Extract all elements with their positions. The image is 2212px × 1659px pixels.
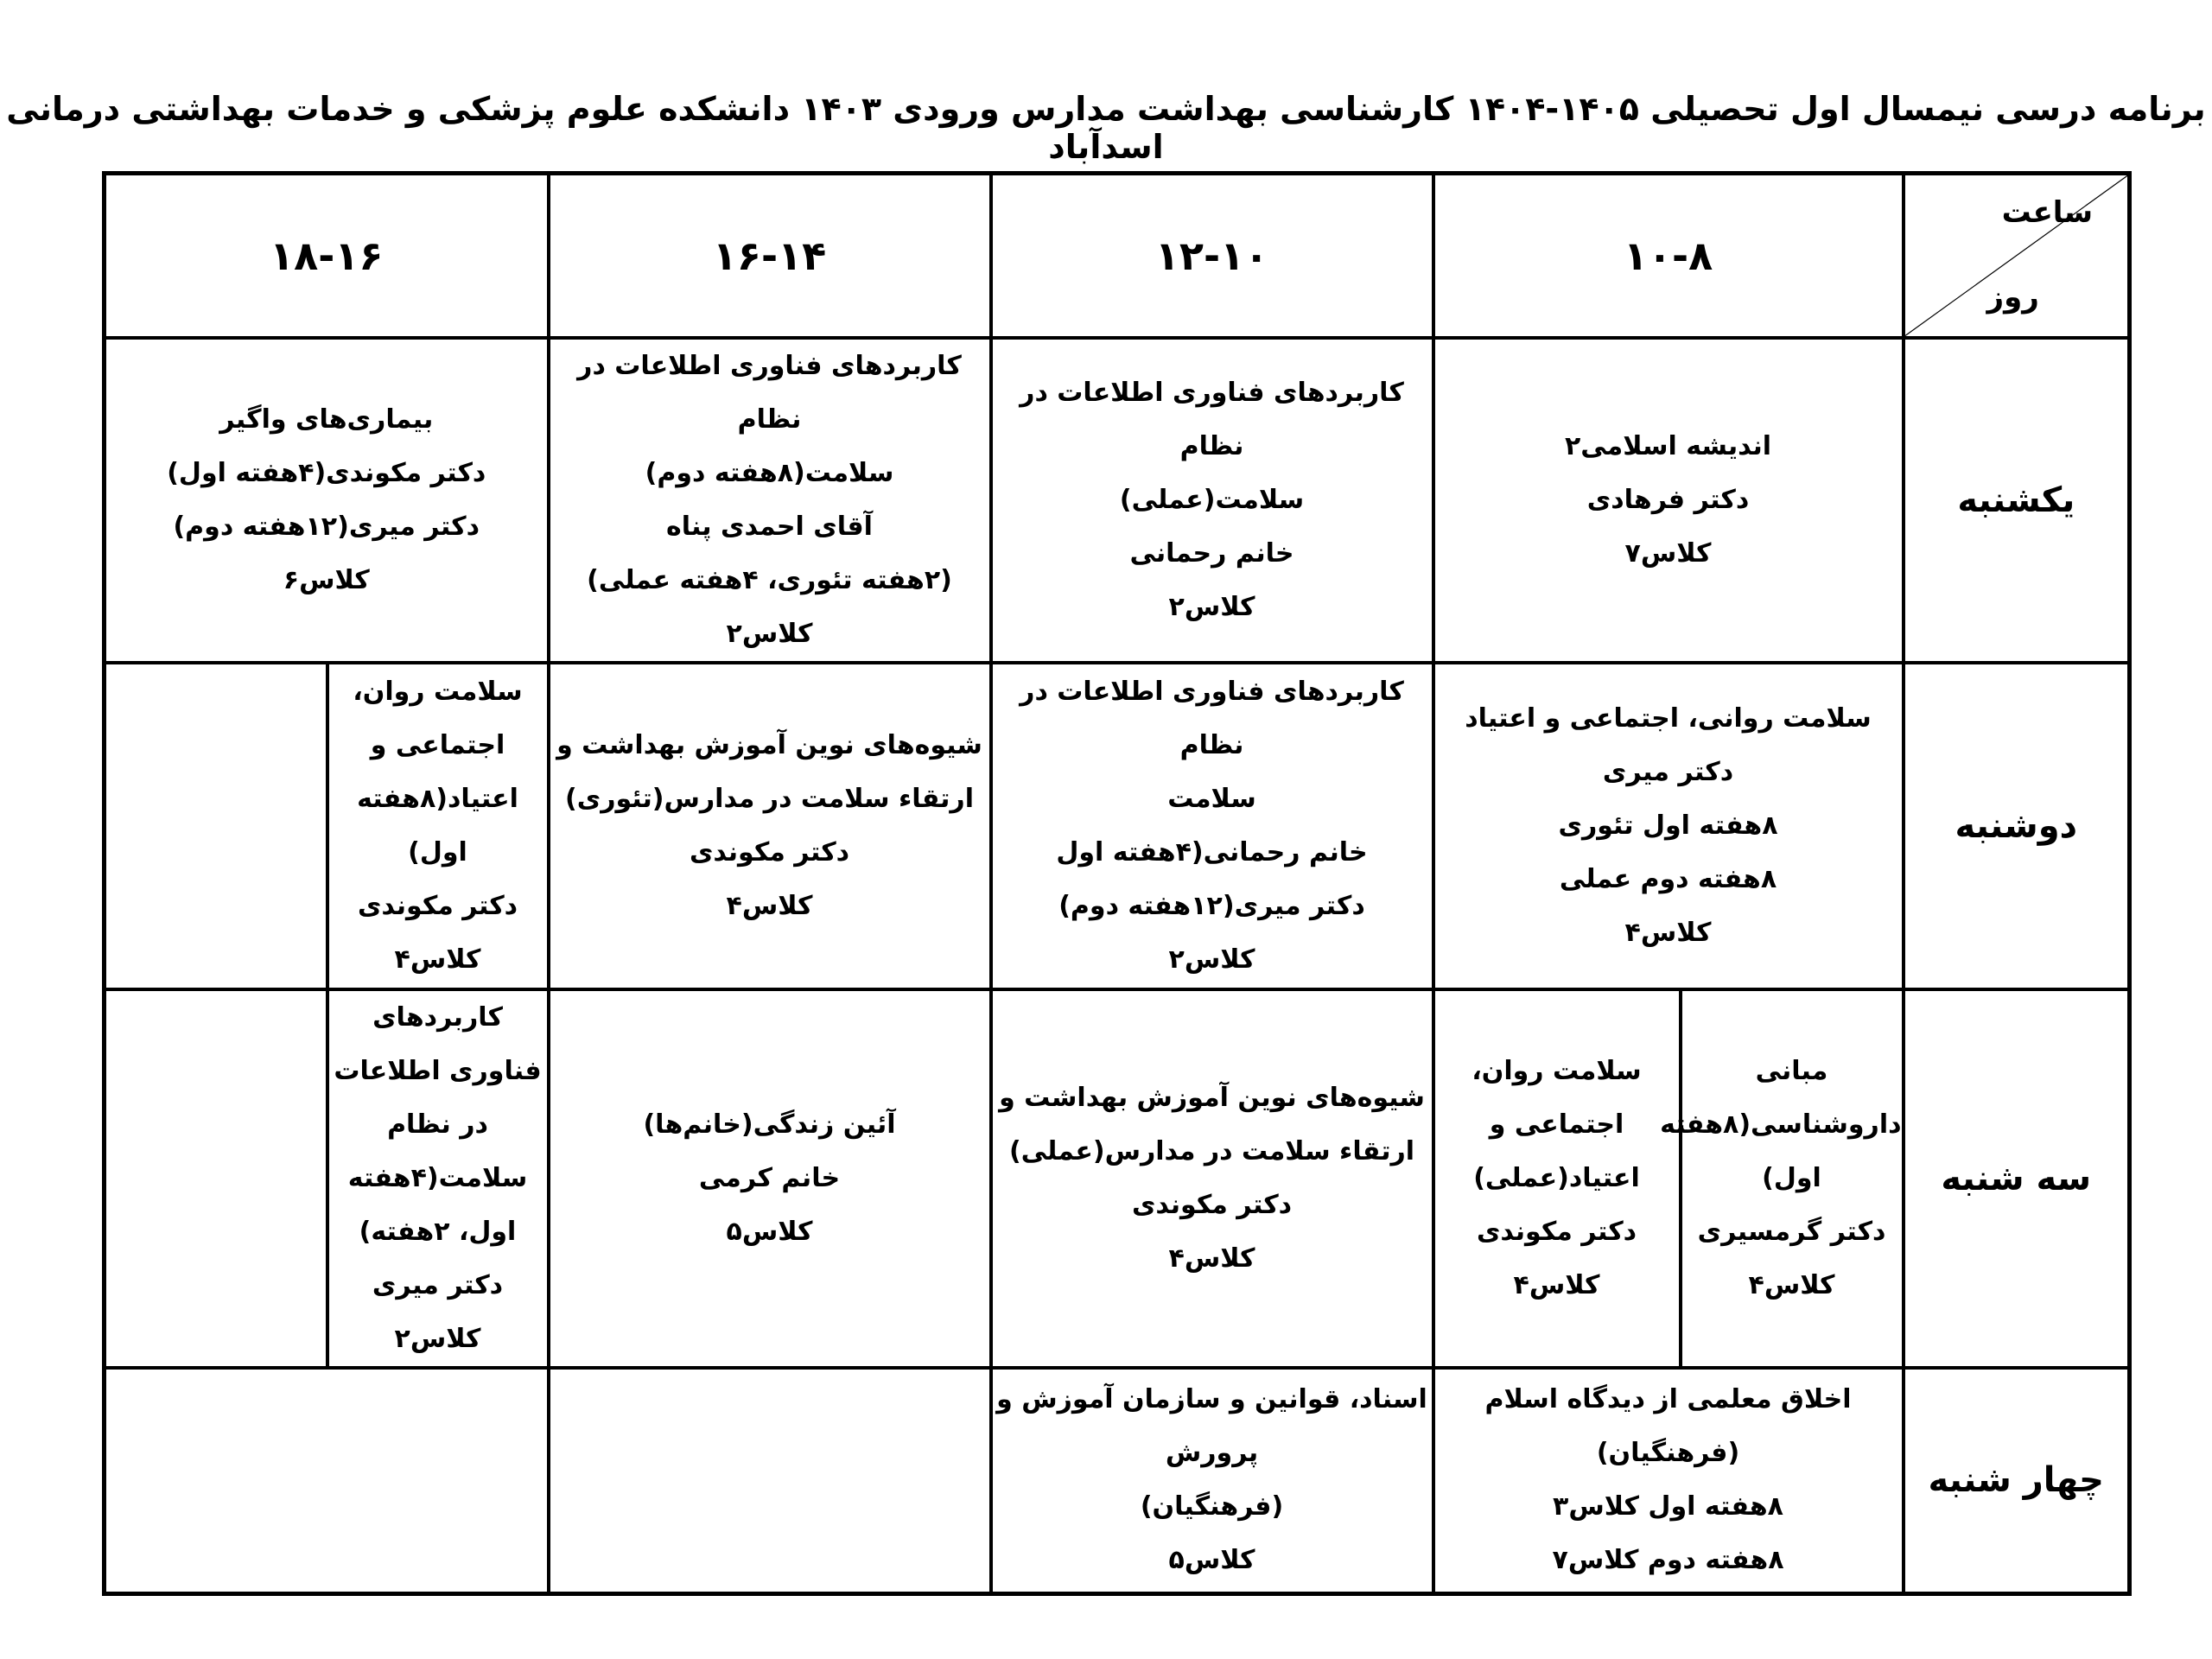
empty-cell	[105, 989, 327, 1368]
cell-line: دکتر میری(۱۲هفته دوم)	[173, 511, 480, 542]
cell-line: اول)	[408, 836, 467, 868]
class-cell	[991, 663, 1433, 989]
header-row	[105, 174, 2130, 338]
cell-line: دکتر مکوندی	[1131, 1189, 1293, 1220]
hour-label: ساعت	[2001, 195, 2094, 230]
class-cell	[1433, 1368, 1904, 1594]
schedule-table	[102, 171, 2132, 1596]
cell-line: خانم رحمانی(۴هفته اول	[1056, 836, 1368, 868]
cell-line: خانم کرمی	[698, 1162, 841, 1193]
cell-line: کلاس۶	[283, 564, 370, 595]
empty-cell	[105, 663, 327, 989]
class-cell	[991, 338, 1433, 663]
cell-line: کلاس۴	[1168, 1243, 1255, 1274]
time-slot-10-12: ۱۲-۱۰	[991, 174, 1433, 338]
class-cell	[549, 989, 991, 1368]
cell-line: دکتر میری	[372, 1269, 504, 1300]
cell-line: کاربردهای	[372, 1001, 503, 1033]
cell-line: پرورش	[1165, 1438, 1259, 1469]
row-monday	[105, 663, 2130, 989]
class-cell	[991, 989, 1433, 1368]
class-cell	[105, 338, 549, 663]
row-tuesday	[105, 989, 2130, 1368]
day-wednesday: چهار شنبه	[1904, 1368, 2130, 1594]
cell-line: آئین زندگی(خانم‌ها)	[643, 1109, 896, 1140]
row-wednesday	[105, 1368, 2130, 1594]
cell-line: ۸هفته دوم کلاس۷	[1552, 1545, 1784, 1576]
cell-line: اجتماعی و	[1489, 1109, 1624, 1140]
class-cell	[991, 1368, 1433, 1594]
class-cell	[1433, 663, 1904, 989]
cell-line: کلاس۲	[394, 1323, 481, 1354]
cell-line: شیوه‌های نوین آموزش بهداشت و	[999, 1082, 1425, 1113]
empty-cell	[105, 1368, 549, 1594]
cell-line: اعتیاد(۸هفته	[357, 783, 518, 814]
cell-line: اول، ۲هفته)	[359, 1216, 517, 1247]
cell-line: کاربردهای فناوری اطلاعات در نظام	[1020, 676, 1404, 760]
cell-line: دکتر فرهادی	[1586, 484, 1750, 515]
cell-line: اعتیاد(عملی)	[1473, 1162, 1640, 1193]
cell-line: دکتر میری(۱۲هفته دوم)	[1058, 890, 1365, 921]
cell-line: سلامت(۴هفته	[347, 1162, 528, 1193]
cell-line: دکتر مکوندی(۴هفته اول)	[167, 457, 486, 488]
cell-line: (فرهنگیان)	[1596, 1438, 1740, 1469]
class-cell	[549, 663, 991, 989]
cell-line: شیوه‌های نوین آموزش بهداشت و	[556, 729, 982, 760]
cell-line: کاربردهای فناوری اطلاعات در نظام	[1020, 377, 1404, 461]
row-sunday	[105, 338, 2130, 663]
day-tuesday: سه شنبه	[1904, 989, 2130, 1368]
page-title: برنامه درسی نیمسال اول تحصیلی ۱۴۰۵-۱۴۰۴ کارشناسی بهداشت مدارس ورودی ۱۴۰۳ دانشکده علوم پزشکی و خدمات بهداشتی درمانی اسدآباد	[6, 90, 2206, 166]
class-cell	[1433, 989, 1681, 1368]
cell-line: سلامت روان،	[1471, 1055, 1642, 1086]
cell-line: کلاس۴	[394, 944, 481, 975]
cell-line: (۲هفته تئوری، ۴هفته عملی)	[587, 564, 952, 595]
cell-line: داروشناسی(۸هفته	[1660, 1109, 1902, 1140]
class-cell	[1660, 989, 1904, 1368]
day-sunday: یکشنبه	[1904, 338, 2130, 663]
cell-line: دکتر گرمسیری	[1697, 1216, 1886, 1247]
cell-line: سلامت	[1167, 783, 1256, 814]
cell-line: اخلاق معلمی از دیدگاه اسلام	[1484, 1384, 1852, 1415]
cell-line: سلامت(عملی)	[1119, 484, 1305, 515]
cell-line: سلامت(۸هفته دوم)	[645, 457, 894, 488]
day-label: روز	[1986, 279, 2039, 315]
cell-line: ۸هفته اول تئوری	[1558, 810, 1778, 841]
cell-line: در نظام	[387, 1109, 488, 1140]
cell-line: ارتقاء سلامت در مدارس(عملی)	[1008, 1135, 1415, 1166]
class-cell	[327, 989, 549, 1368]
cell-line: کلاس۷	[1624, 537, 1712, 569]
time-slot-14-16: ۱۶-۱۴	[549, 174, 991, 338]
cell-line: سلامت روان،	[353, 676, 523, 707]
cell-line: کلاس۲	[1168, 944, 1255, 975]
cell-line: دکتر مکوندی	[357, 890, 518, 921]
cell-line: فناوری اطلاعات	[334, 1055, 542, 1086]
cell-line: اسناد، قوانین و سازمان آموزش و	[996, 1384, 1427, 1415]
cell-line: کلاس۴	[1748, 1269, 1835, 1300]
cell-line: ۸هفته اول کلاس۳	[1553, 1491, 1783, 1522]
class-cell	[549, 338, 991, 663]
cell-line: دکتر مکوندی	[689, 836, 850, 868]
cell-line: ۸هفته دوم عملی	[1559, 863, 1777, 894]
cell-line: کلاس۵	[726, 1216, 813, 1247]
cell-line: کلاس۴	[1513, 1269, 1600, 1300]
class-cell	[327, 663, 549, 989]
cell-line: کلاس۲	[1168, 591, 1255, 622]
cell-line: اول)	[1762, 1162, 1821, 1193]
cell-line: سلامت روانی، اجتماعی و اعتیاد	[1465, 702, 1872, 734]
cell-line: کلاس۴	[726, 890, 813, 921]
cell-line: اندیشه اسلامی۲	[1564, 430, 1772, 461]
class-cell	[1433, 338, 1904, 663]
empty-cell	[549, 1368, 991, 1594]
cell-line: دکتر میری	[1602, 756, 1734, 787]
cell-line: دکتر مکوندی	[1476, 1216, 1637, 1247]
cell-line: (فرهنگیان)	[1140, 1491, 1284, 1522]
cell-line: اجتماعی و	[370, 729, 505, 760]
time-slot-16-18: ۱۸-۱۶	[105, 174, 549, 338]
cell-line: بیماری‌های واگیر	[219, 404, 434, 435]
cell-line: کاربردهای فناوری اطلاعات در نظام	[577, 350, 962, 435]
cell-line: آقای احمدی پناه	[666, 511, 873, 542]
cell-line: کلاس۴	[1624, 917, 1712, 948]
time-slot-8-10: ۱۰-۸	[1433, 174, 1904, 338]
corner-cell	[1904, 174, 2130, 338]
cell-line: خانم رحمانی	[1129, 537, 1294, 569]
cell-line: ارتقاء سلامت در مدارس(تئوری)	[565, 783, 974, 814]
cell-line: کلاس۵	[1168, 1545, 1255, 1576]
cell-line: مبانی	[1755, 1055, 1828, 1086]
day-monday: دوشنبه	[1904, 663, 2130, 989]
cell-line: کلاس۲	[726, 618, 813, 649]
